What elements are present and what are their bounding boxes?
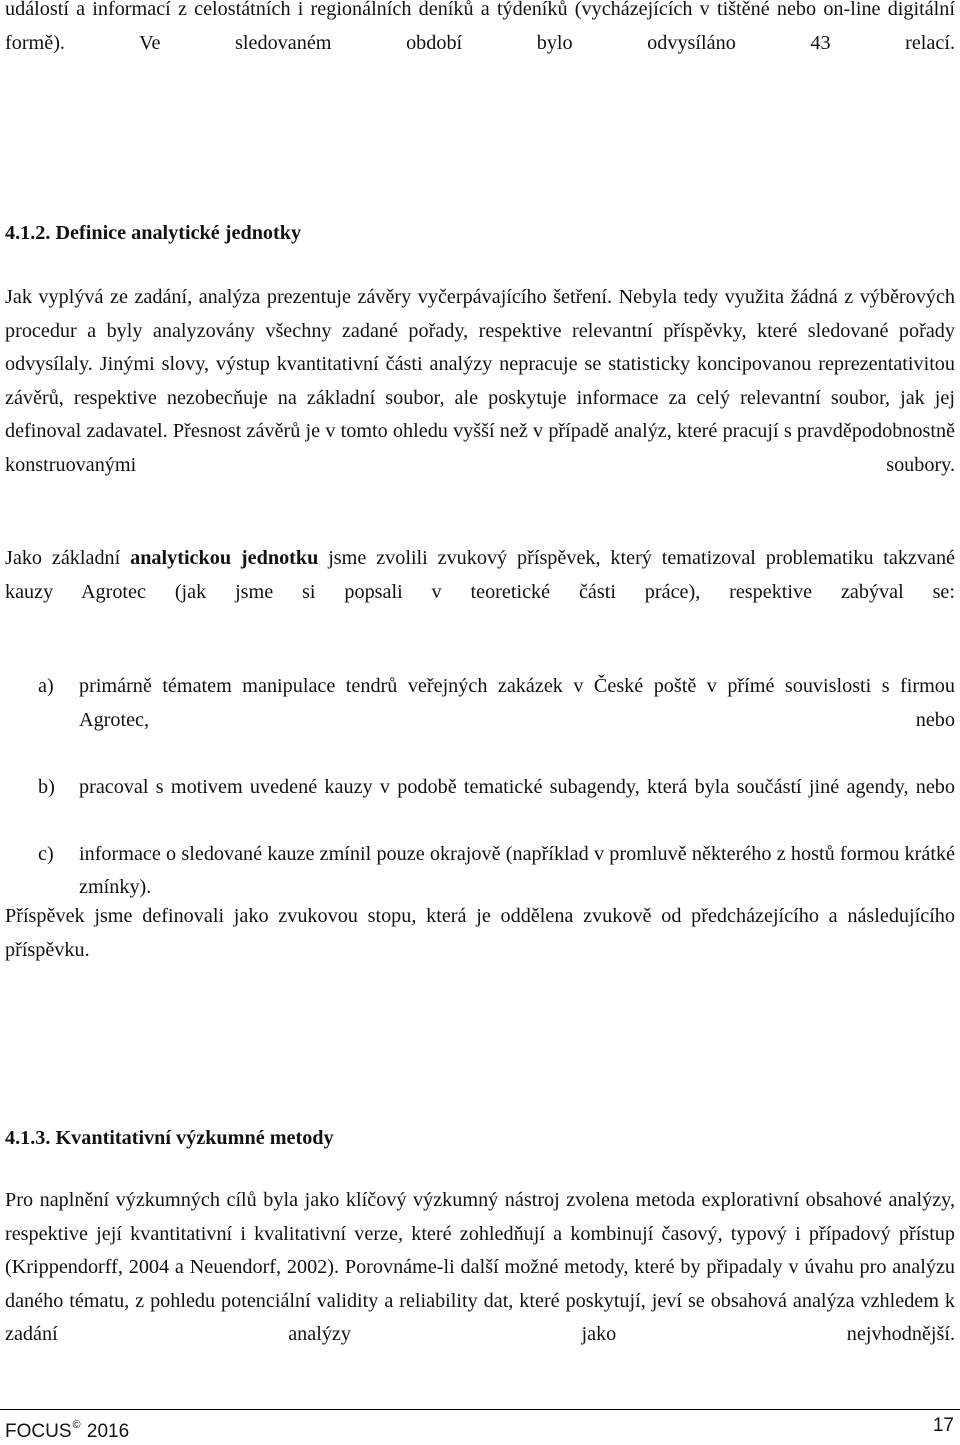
- analytical-unit-term: analytickou jednotku: [130, 547, 319, 569]
- list-item-text: informace o sledované kauze zmínil pouze okrajově (například v promluvě některého z hostů formou krátké zmínky).: [79, 842, 955, 898]
- section-heading-4-1-2: 4.1.2. Definice analytické jednotky: [5, 222, 302, 244]
- paragraph-quantitative-methods: Pro naplnění výzkumných cílů byla jako klíčový výzkumný nástroj zvolena metoda explorativní obsahové analýzy, respektive její kvantitativní i kvalitativní verze, které zohledňují a kombinují časový, typový i případový přístup (Krippendorff, 2004 a Neuendorf, 2002). Porovnáme-li další možné metody, které by připadaly v úvahu pro analýzu daného tématu, z pohledu potenciální validity a reliability dat, které poskytují, jeví se obsahová analýza vzhledem k zadání analýzy jako nejvhodnější.: [5, 1189, 955, 1345]
- list-item: [5, 771, 955, 838]
- list-marker: b): [38, 775, 55, 798]
- list-marker: a): [38, 675, 54, 697]
- criteria-list: [5, 670, 955, 938]
- list-item-text: pracoval s motivem uvedené kauzy v podobě tematické subagendy, která byla součástí jiné agendy, nebo: [79, 775, 955, 798]
- page-number: 17: [932, 1415, 954, 1436]
- list-item: [5, 670, 955, 771]
- paragraph-contribution-definition: Příspěvek jsme definovali jako zvukovou stopu, která je oddělena zvukově od předcházejícího a následujícího příspěvku.: [5, 905, 955, 961]
- analytical-unit-text-after: jsme zvolili zvukový příspěvek, který tematizoval problematiku takzvané kauzy Agrotec (jak jsme si popsali v teoretické části práce), respektive zabýval se:: [5, 547, 955, 603]
- section-heading-4-1-3: 4.1.3. Kvantitativní výzkumné metody: [5, 1127, 334, 1149]
- page-footer: [0, 1409, 960, 1442]
- paragraph-analysis-scope: Jak vyplývá ze zadání, analýza prezentuje závěry vyčerpávajícího šetření. Nebyla tedy využita žádná z výběrových procedur a byly analyzovány všechny zadané pořady, respektive relevantní příspěvky, které sledované pořady odvysílaly. Jinými slovy, výstup kvantitativní části analýzy nepracuje se statisticky koncipovanou reprezentativitou závěrů, respektive nezobecňuje na základní soubor, ale poskytuje informace za celý relevantní soubor, jak jej definoval zadavatel. Přesnost závěrů je v tomto ohledu vyšší než v případě analýz, které pracují s pravděpodobnostně konstruovanými soubory.: [5, 286, 955, 476]
- list-item-text: primárně tématem manipulace tendrů veřejných zakázek v České poště v přímé souvislosti s firmou Agrotec, nebo: [79, 675, 955, 731]
- intro-paragraph: událostí a informací z celostátních i regionálních deníků a týdeníků (vycházejících v tištěné nebo on-line digitální formě). Ve sledovaném období bylo odvysíláno 43 relací.: [5, 0, 955, 54]
- copyright-symbol: ©: [72, 1419, 81, 1431]
- footer-brand-name: FOCUS: [5, 1421, 72, 1442]
- paragraph-analytical-unit: [5, 542, 955, 643]
- list-marker: c): [38, 842, 54, 865]
- analytical-unit-text-before: Jako základní: [5, 547, 131, 569]
- footer-year: 2016: [86, 1421, 130, 1442]
- footer-brand: [5, 1412, 129, 1445]
